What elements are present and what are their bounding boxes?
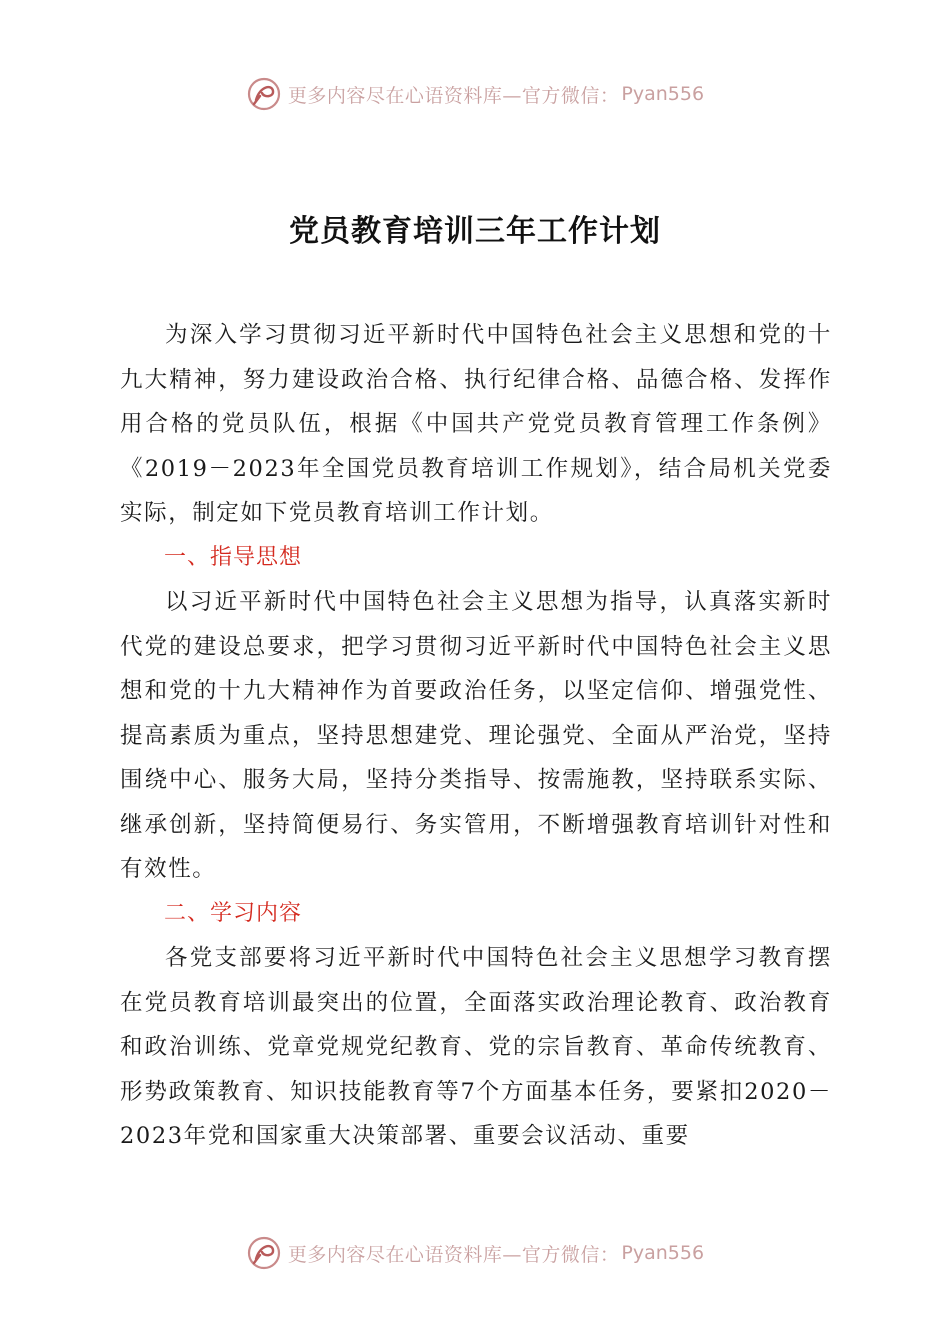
section-heading-learning-content: 二、学习内容	[164, 900, 303, 926]
watermark-header	[0, 74, 950, 114]
watermark-wechat-id: Pyan556	[621, 1242, 705, 1264]
swirl-logo-icon	[246, 76, 282, 112]
document-title: 党员教育培训三年工作计划	[289, 214, 661, 249]
section-body-learning-content: 各党支部要将习近平新时代中国特色社会主义思想学习教育摆在党员教育培训最突出的位置，全面落实政治理论教育、政治教育和政治训练、党章党规党纪教育、党的宗旨教育、革命传统教育、形势政策教育、知识技能教育等7个方面基本任务，要紧扣2020－2023年党和国家重大决策部署、重要会议活动、重要	[120, 945, 832, 1149]
swirl-logo-icon	[246, 1235, 282, 1271]
watermark-wechat-id: Pyan556	[621, 83, 705, 105]
document-body	[120, 313, 832, 1159]
watermark-text: 更多内容尽在心语资料库—官方微信：	[287, 84, 620, 107]
section-body-guiding-ideology: 以习近平新时代中国特色社会主义思想为指导，认真落实新时代党的建设总要求，把学习贯彻习近平新时代中国特色社会主义思想和党的十九大精神作为首要政治任务，以坚定信仰、增强党性、提高素质为重点，坚持思想建党、理论强党、全面从严治党，坚持围绕中心、服务大局，坚持分类指导、按需施教，坚持联系实际、继承创新，坚持简便易行、务实管用，不断增强教育培训针对性和有效性。	[120, 589, 832, 882]
watermark-text: 更多内容尽在心语资料库—官方微信：	[287, 1243, 620, 1266]
watermark-footer	[0, 1233, 950, 1273]
intro-paragraph: 为深入学习贯彻习近平新时代中国特色社会主义思想和党的十九大精神，努力建设政治合格、执行纪律合格、品德合格、发挥作用合格的党员队伍，根据《中国共产党党员教育管理工作条例》《2019－2023年全国党员教育培训工作规划》，结合局机关党委实际，制定如下党员教育培训工作计划。	[120, 322, 832, 526]
section-heading-guiding-ideology: 一、指导思想	[164, 544, 303, 570]
